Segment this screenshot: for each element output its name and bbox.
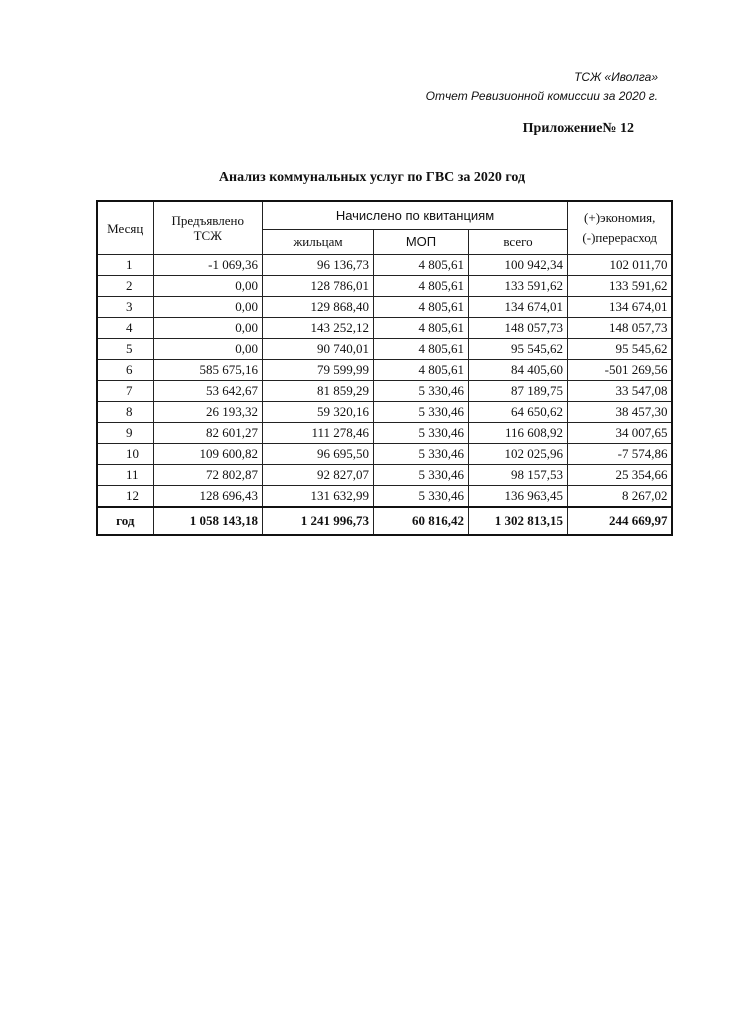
header-month: Месяц bbox=[97, 201, 153, 255]
cell-economy: 102 011,70 bbox=[567, 255, 672, 276]
header-mop: МОП bbox=[373, 229, 468, 254]
cell-total: 116 608,92 bbox=[468, 423, 567, 444]
totals-economy: 244 669,97 bbox=[567, 507, 672, 535]
cell-month: 6 bbox=[97, 360, 153, 381]
cell-total: 87 189,75 bbox=[468, 381, 567, 402]
cell-month: 4 bbox=[97, 318, 153, 339]
cell-billed: 109 600,82 bbox=[153, 444, 262, 465]
cell-mop: 5 330,46 bbox=[373, 423, 468, 444]
cell-billed: 82 601,27 bbox=[153, 423, 262, 444]
table-row bbox=[97, 360, 672, 381]
report-title: Отчет Ревизионной комиссии за 2020 г. bbox=[425, 89, 658, 103]
header-total: всего bbox=[468, 229, 567, 254]
cell-billed: 0,00 bbox=[153, 297, 262, 318]
cell-total: 95 545,62 bbox=[468, 339, 567, 360]
cell-economy: -7 574,86 bbox=[567, 444, 672, 465]
cell-billed: 0,00 bbox=[153, 339, 262, 360]
cell-month: 5 bbox=[97, 339, 153, 360]
cell-economy: 25 354,66 bbox=[567, 465, 672, 486]
cell-total: 64 650,62 bbox=[468, 402, 567, 423]
cell-billed: 26 193,32 bbox=[153, 402, 262, 423]
table-row bbox=[97, 276, 672, 297]
cell-month: 10 bbox=[97, 444, 153, 465]
table-row bbox=[97, 381, 672, 402]
cell-economy: 148 057,73 bbox=[567, 318, 672, 339]
cell-residents: 96 695,50 bbox=[262, 444, 373, 465]
cell-total: 98 157,53 bbox=[468, 465, 567, 486]
cell-residents: 143 252,12 bbox=[262, 318, 373, 339]
cell-mop: 4 805,61 bbox=[373, 297, 468, 318]
table-row bbox=[97, 318, 672, 339]
cell-mop: 5 330,46 bbox=[373, 486, 468, 508]
hot-water-table bbox=[96, 200, 673, 536]
cell-residents: 59 320,16 bbox=[262, 402, 373, 423]
cell-economy: 34 007,65 bbox=[567, 423, 672, 444]
cell-mop: 4 805,61 bbox=[373, 339, 468, 360]
cell-billed: 72 802,87 bbox=[153, 465, 262, 486]
cell-total: 133 591,62 bbox=[468, 276, 567, 297]
cell-billed: 0,00 bbox=[153, 318, 262, 339]
cell-billed: 0,00 bbox=[153, 276, 262, 297]
table-row bbox=[97, 423, 672, 444]
totals-label: год bbox=[97, 507, 153, 535]
cell-mop: 5 330,46 bbox=[373, 444, 468, 465]
organization-name: ТСЖ «Иволга» bbox=[574, 70, 658, 84]
cell-billed: -1 069,36 bbox=[153, 255, 262, 276]
cell-mop: 5 330,46 bbox=[373, 381, 468, 402]
header-billed: Предъявлено ТСЖ bbox=[153, 201, 262, 255]
cell-residents: 96 136,73 bbox=[262, 255, 373, 276]
cell-residents: 129 868,40 bbox=[262, 297, 373, 318]
cell-economy: 8 267,02 bbox=[567, 486, 672, 508]
cell-billed: 53 642,67 bbox=[153, 381, 262, 402]
header-residents: жильцам bbox=[262, 229, 373, 254]
header-economy: (+)экономия, (-)перерасход bbox=[567, 201, 672, 255]
cell-residents: 90 740,01 bbox=[262, 339, 373, 360]
table-row bbox=[97, 465, 672, 486]
cell-month: 7 bbox=[97, 381, 153, 402]
cell-economy: 38 457,30 bbox=[567, 402, 672, 423]
cell-month: 1 bbox=[97, 255, 153, 276]
cell-month: 11 bbox=[97, 465, 153, 486]
cell-economy: -501 269,56 bbox=[567, 360, 672, 381]
cell-total: 102 025,96 bbox=[468, 444, 567, 465]
cell-total: 136 963,45 bbox=[468, 486, 567, 508]
table-row bbox=[97, 444, 672, 465]
table-row bbox=[97, 486, 672, 508]
cell-residents: 92 827,07 bbox=[262, 465, 373, 486]
cell-residents: 111 278,46 bbox=[262, 423, 373, 444]
cell-month: 2 bbox=[97, 276, 153, 297]
cell-total: 84 405,60 bbox=[468, 360, 567, 381]
cell-billed: 128 696,43 bbox=[153, 486, 262, 508]
cell-month: 9 bbox=[97, 423, 153, 444]
cell-mop: 4 805,61 bbox=[373, 276, 468, 297]
table-row bbox=[97, 339, 672, 360]
cell-total: 100 942,34 bbox=[468, 255, 567, 276]
cell-total: 134 674,01 bbox=[468, 297, 567, 318]
cell-month: 8 bbox=[97, 402, 153, 423]
table-row bbox=[97, 402, 672, 423]
cell-residents: 128 786,01 bbox=[262, 276, 373, 297]
cell-economy: 134 674,01 bbox=[567, 297, 672, 318]
cell-mop: 5 330,46 bbox=[373, 402, 468, 423]
cell-residents: 79 599,99 bbox=[262, 360, 373, 381]
header-charged-group: Начислено по квитанциям bbox=[262, 201, 567, 229]
totals-residents: 1 241 996,73 bbox=[262, 507, 373, 535]
cell-economy: 95 545,62 bbox=[567, 339, 672, 360]
cell-mop: 4 805,61 bbox=[373, 318, 468, 339]
cell-economy: 33 547,08 bbox=[567, 381, 672, 402]
cell-residents: 131 632,99 bbox=[262, 486, 373, 508]
totals-mop: 60 816,42 bbox=[373, 507, 468, 535]
cell-billed: 585 675,16 bbox=[153, 360, 262, 381]
cell-month: 3 bbox=[97, 297, 153, 318]
document-title: Анализ коммунальных услуг по ГВС за 2020 год bbox=[218, 170, 526, 185]
cell-total: 148 057,73 bbox=[468, 318, 567, 339]
cell-economy: 133 591,62 bbox=[567, 276, 672, 297]
cell-mop: 4 805,61 bbox=[373, 255, 468, 276]
cell-mop: 4 805,61 bbox=[373, 360, 468, 381]
totals-row bbox=[97, 507, 672, 535]
cell-residents: 81 859,29 bbox=[262, 381, 373, 402]
table-row bbox=[97, 297, 672, 318]
totals-total: 1 302 813,15 bbox=[468, 507, 567, 535]
totals-billed: 1 058 143,18 bbox=[153, 507, 262, 535]
table-row bbox=[97, 255, 672, 276]
cell-mop: 5 330,46 bbox=[373, 465, 468, 486]
appendix-label: Приложение№ 12 bbox=[522, 121, 634, 136]
cell-month: 12 bbox=[97, 486, 153, 508]
